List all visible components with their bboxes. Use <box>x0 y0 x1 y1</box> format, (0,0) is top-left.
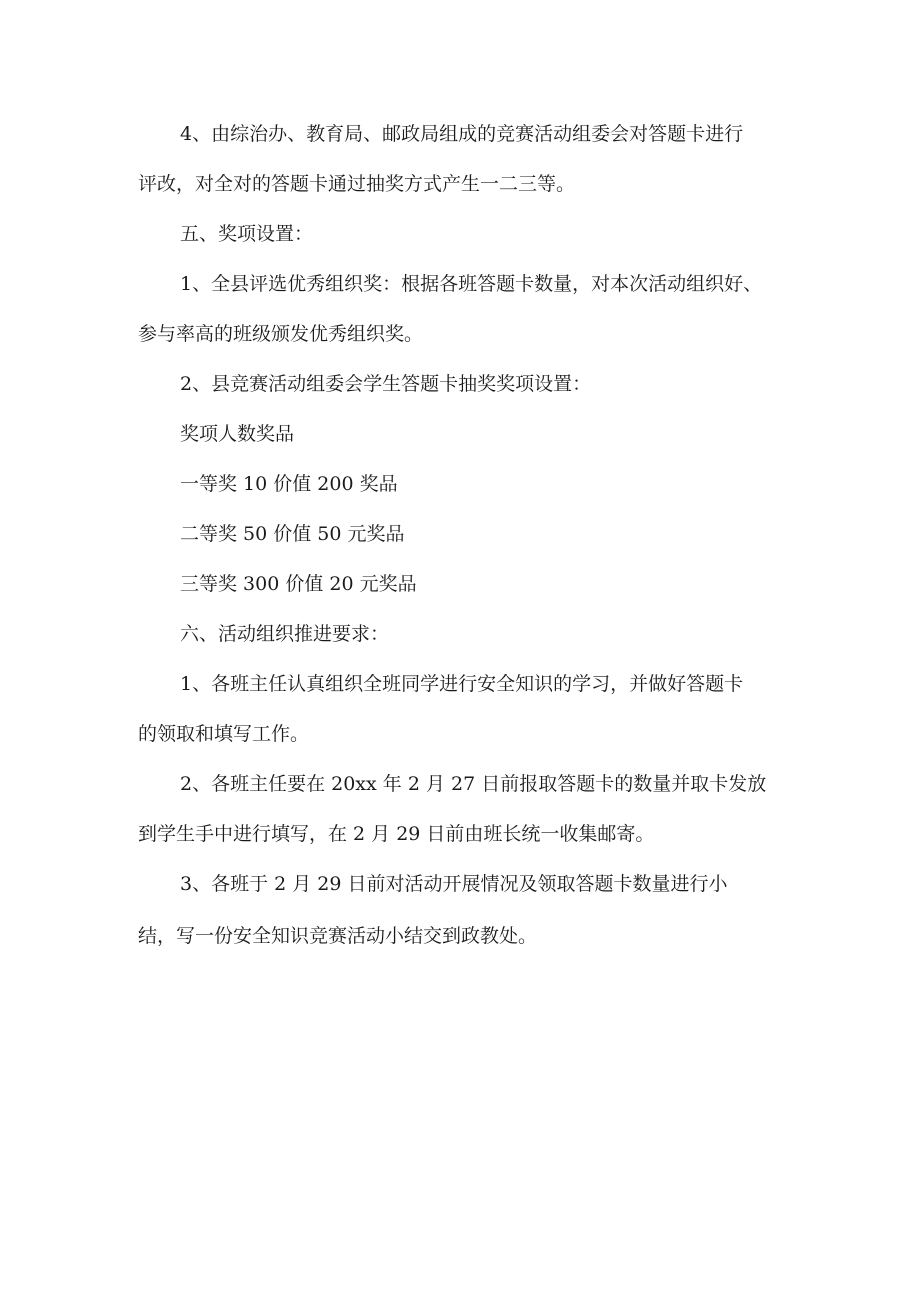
prize-second: 二等奖 50 价值 50 元奖品 <box>180 523 405 545</box>
award-1-line-2: 参与率高的班级颁发优秀组织奖。 <box>138 323 424 345</box>
prize-first: 一等奖 10 价值 200 奖品 <box>180 473 398 495</box>
prize-table-header: 奖项人数奖品 <box>180 423 295 445</box>
prize-third: 三等奖 300 价值 20 元奖品 <box>180 573 417 595</box>
req-1-line-2: 的领取和填写工作。 <box>138 723 310 745</box>
section-5-heading: 五、奖项设置： <box>180 223 314 245</box>
req-2-line-1: 2、各班主任要在 20xx 年 2 月 27 日前报取答题卡的数量并取卡发放 <box>180 773 767 795</box>
award-2-line: 2、县竞赛活动组委会学生答题卡抽奖奖项设置： <box>180 373 592 395</box>
section-6-heading: 六、活动组织推进要求： <box>180 623 390 645</box>
req-2-line-2: 到学生手中进行填写，在 2 月 29 日前由班长统一收集邮寄。 <box>138 823 655 845</box>
req-3-line-2: 结，写一份安全知识竞赛活动小结交到政教处。 <box>138 925 538 947</box>
paragraph-item-4-line-1: 4、由综治办、教育局、邮政局组成的竞赛活动组委会对答题卡进行 <box>180 123 744 145</box>
award-1-line-1: 1、全县评选优秀组织奖：根据各班答题卡数量，对本次活动组织好、 <box>180 273 763 295</box>
req-3-line-1: 3、各班于 2 月 29 日前对活动开展情况及领取答题卡数量进行小 <box>180 873 728 895</box>
req-1-line-1: 1、各班主任认真组织全班同学进行安全知识的学习，并做好答题卡 <box>180 673 744 695</box>
paragraph-item-4-line-2: 评改，对全对的答题卡通过抽奖方式产生一二三等。 <box>138 173 576 195</box>
